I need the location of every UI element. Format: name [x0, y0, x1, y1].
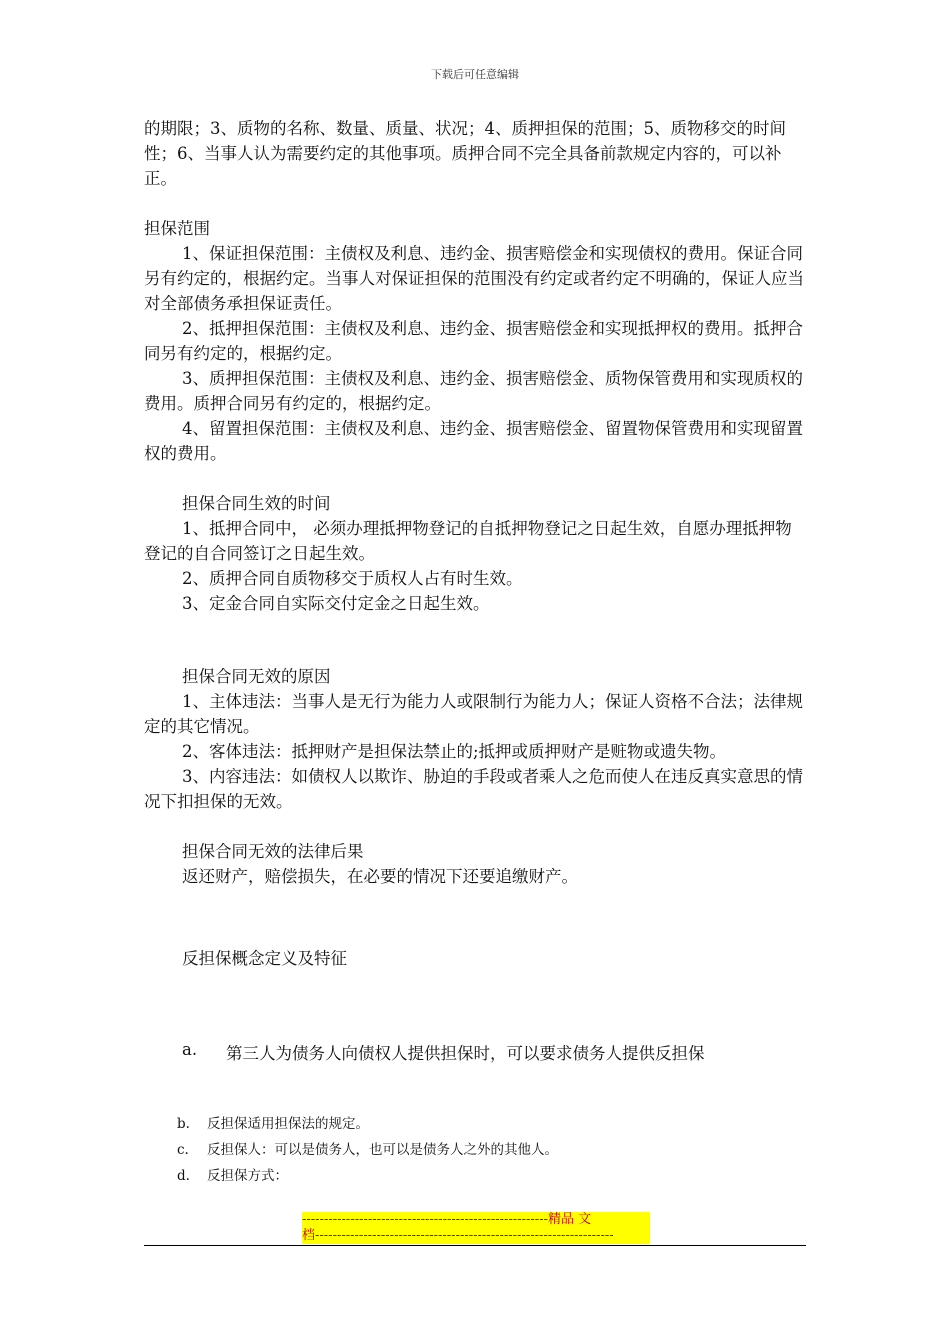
paragraph-pledge-contents: 的期限；3、质物的名称、数量、质量、状况；4、质押担保的范围；5、质物移交的时间性；6、当事人认为需要约定的其他事项。质押合同不完全具备前款规定内容的，可以补正。	[144, 119, 786, 188]
footer-line-1: --------------------------------------------------------精品 文	[302, 1212, 592, 1227]
header-note: 下载后可任意编辑	[431, 68, 519, 81]
invalid-item-1: 1、主体违法：当事人是无行为能力人或限制行为能力人；保证人资格不合法；法律规定的其它情况。	[144, 692, 803, 736]
invalid-item-2: 2、客体违法：抵押财产是担保法禁止的;抵押或质押财产是赃物或遗失物。	[182, 742, 727, 761]
scope-item-4: 4、留置担保范围：主债权及利息、违约金、损害赔偿金、留置物保管费用和实现留置权的费用。	[144, 419, 803, 463]
consequence-text: 返还财产，赔偿损失，在必要的情况下还要追缴财产。	[182, 867, 578, 886]
heading-counter-guarantee: 反担保概念定义及特征	[182, 949, 347, 968]
list-item-c	[177, 1137, 558, 1163]
list-text-b: 反担保适用担保法的规定。	[207, 1116, 369, 1132]
footer-line-2: 档--------------------------------------------------------------------	[302, 1228, 614, 1243]
scope-item-1: 1、保证担保范围：主债权及利息、违约金、损害赔偿金和实现债权的费用。保证合同另有约定的，根据约定。当事人对保证担保的范围没有约定或者约定不明确的，保证人应当对全部债务承担保证责任。	[144, 244, 804, 313]
invalid-item-3: 3、内容违法：如债权人以欺诈、胁迫的手段或者乘人之危而使人在违反真实意思的情况下扣担保的无效。	[144, 767, 803, 811]
small-list	[177, 1111, 558, 1189]
list-marker-c: c.	[177, 1142, 189, 1158]
list-text-c: 反担保人：可以是债务人，也可以是债务人之外的其他人。	[207, 1142, 558, 1158]
heading-invalid-consequence: 担保合同无效的法律后果	[182, 842, 364, 861]
list-item-a	[182, 1040, 705, 1064]
list-text-a: 第三人为债务人向债权人提供担保时，可以要求债务人提供反担保	[226, 1044, 705, 1063]
list-marker-d: d.	[177, 1168, 190, 1184]
scope-item-2: 2、抵押担保范围：主债权及利息、违约金、损害赔偿金和实现抵押权的费用。抵押合同另有约定的，根据约定。	[144, 319, 803, 363]
effect-item-1: 1、抵押合同中， 必须办理抵押物登记的自抵押物登记之日起生效，自愿办理抵押物登记的自合同签订之日起生效。	[144, 519, 792, 563]
counter-guarantee-heading-wrap	[144, 946, 808, 971]
list-text-d: 反担保方式：	[207, 1168, 288, 1184]
scope-item-3: 3、质押担保范围：主债权及利息、违约金、损害赔偿金、质物保管费用和实现质权的费用。质押合同另有约定的，根据约定。	[144, 369, 803, 413]
list-marker-a: a.	[182, 1040, 198, 1059]
heading-effective-time: 担保合同生效的时间	[182, 494, 331, 513]
main-text	[144, 116, 808, 889]
footer-rule	[144, 1245, 806, 1246]
heading-guarantee-scope: 担保范围	[144, 219, 210, 238]
footer-highlight	[302, 1212, 650, 1244]
effect-item-3: 3、定金合同自实际交付定金之日起生效。	[182, 594, 490, 613]
list-item-b	[177, 1111, 558, 1137]
list-item-d	[177, 1163, 558, 1189]
heading-invalid-reasons: 担保合同无效的原因	[182, 667, 331, 686]
list-marker-b: b.	[177, 1116, 190, 1132]
effect-item-2: 2、质押合同自质物移交于质权人占有时生效。	[182, 569, 523, 588]
